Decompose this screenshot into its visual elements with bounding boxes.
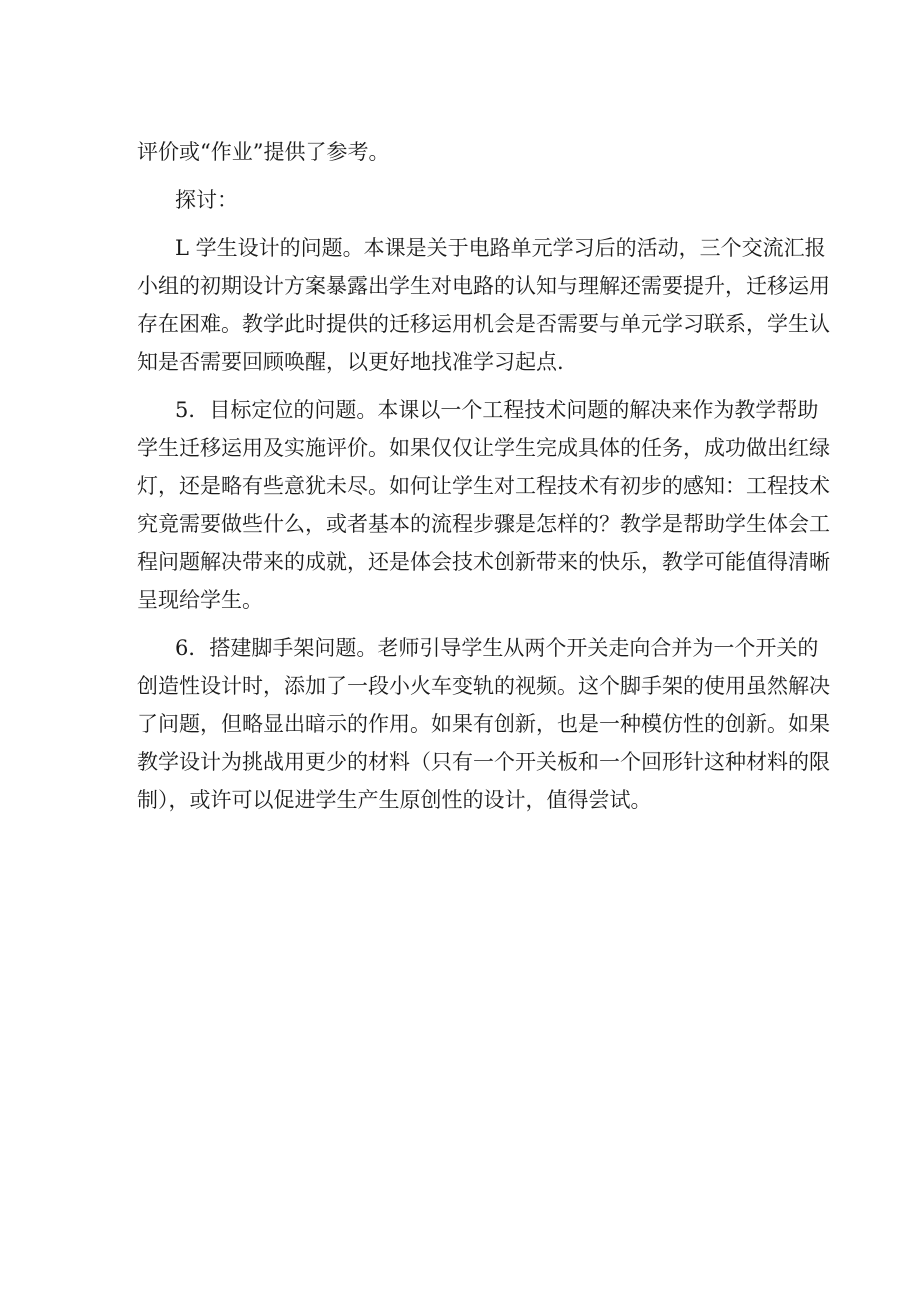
paragraph-line: 知是否需要回顾唤醒，以更好地找准学习起点. bbox=[137, 350, 564, 374]
document-body bbox=[137, 133, 830, 819]
paragraph-line: 制），或许可以促进学生产生原创性的设计，值得尝试。 bbox=[137, 788, 652, 812]
paragraph-line: L 学生设计的问题。本课是关于电路单元学习后的活动，三个交流汇报 bbox=[175, 236, 826, 260]
paragraph-line: 创造性设计时，添加了一段小火车变轨的视频。这个脚手架的使用虽然解决 bbox=[137, 674, 830, 698]
paragraph-line: 教学设计为挑战用更少的材料（只有一个开关板和一个回形针这种材料的限 bbox=[137, 750, 830, 774]
paragraph-line: 小组的初期设计方案暴露出学生对电路的认知与理解还需要提升，迁移运用 bbox=[137, 274, 830, 298]
paragraph-goal-positioning bbox=[137, 391, 830, 619]
paragraph-line: 程问题解决带来的成就，还是体会技术创新带来的快乐，教学可能值得清晰 bbox=[137, 550, 830, 574]
paragraph-line: 存在困难。教学此时提供的迁移运用机会是否需要与单元学习联系，学生认 bbox=[137, 312, 830, 336]
paragraph-line: 呈现给学生。 bbox=[137, 588, 263, 612]
paragraph-line: 6．搭建脚手架问题。老师引导学生从两个开关走向合并为一个开关的 bbox=[175, 636, 819, 660]
paragraph-line: 究竟需要做些什么，或者基本的流程步骤是怎样的？教学是帮助学生体会工 bbox=[137, 512, 830, 536]
intro-line: 评价或“作业”提供了参考。 bbox=[137, 140, 390, 164]
paragraph-line: 了问题，但略显出暗示的作用。如果有创新，也是一种模仿性的创新。如果 bbox=[137, 712, 830, 736]
paragraph-scaffolding bbox=[137, 629, 830, 819]
paragraph-line: 灯，还是略有些意犹未尽。如何让学生对工程技术有初步的感知：工程技术 bbox=[137, 474, 830, 498]
paragraph-line: 5．目标定位的问题。本课以一个工程技术问题的解决来作为教学帮助 bbox=[175, 398, 819, 422]
paragraph-line: 学生迁移运用及实施评价。如果仅仅让学生完成具体的任务，成功做出红绿 bbox=[137, 436, 830, 460]
paragraph-student-design bbox=[137, 229, 830, 381]
discussion-heading: 探讨： bbox=[175, 188, 238, 212]
